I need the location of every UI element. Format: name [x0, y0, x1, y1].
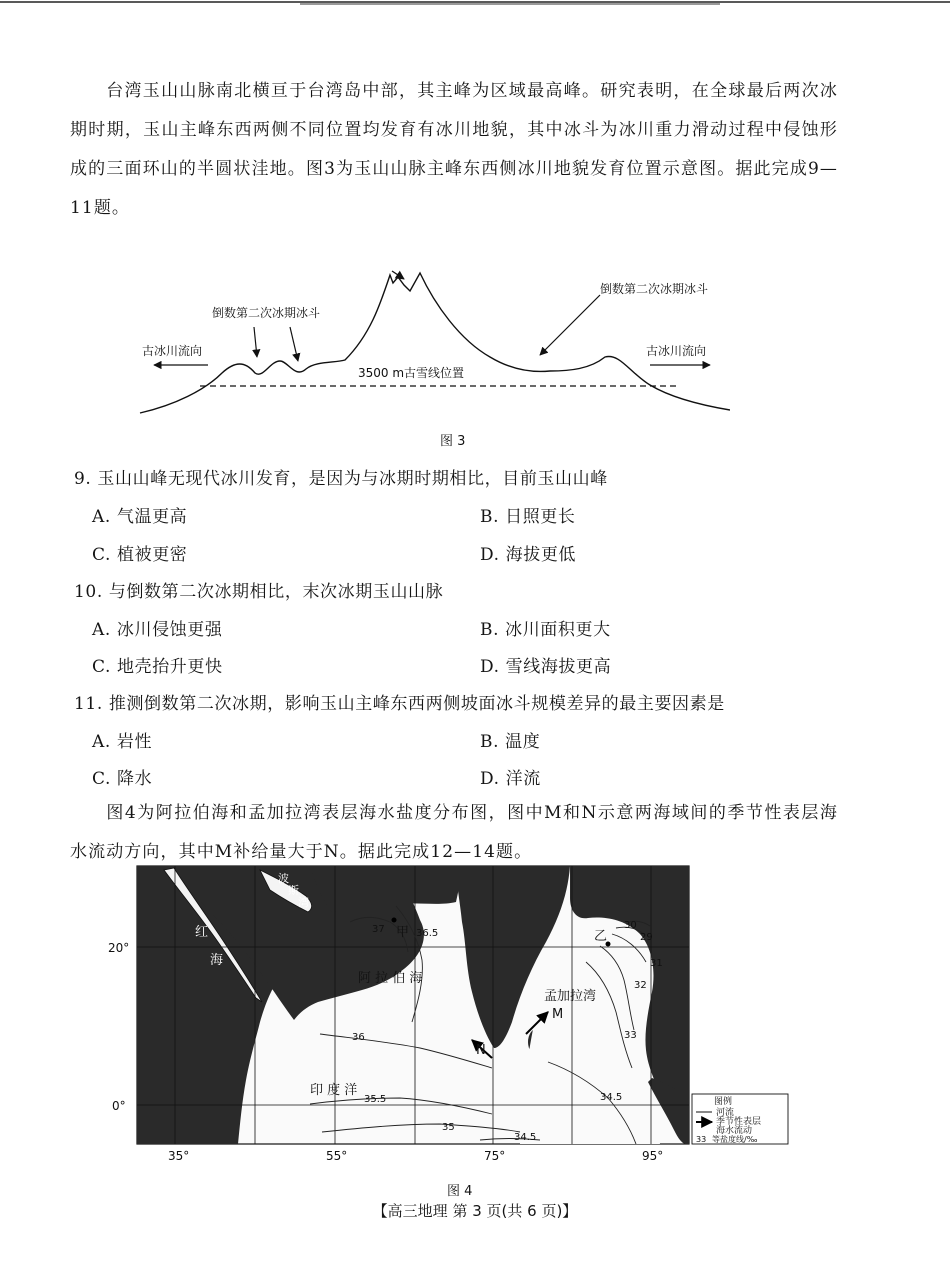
page-footer: 【高三地理 第 3 页(共 6 页)】: [372, 1202, 578, 1220]
label-red-sea-1: 红: [195, 925, 209, 940]
legend-river: 河流: [716, 1108, 735, 1118]
lat-label-20: 20°: [108, 941, 130, 955]
west-cirque-label: 倒数第二次冰期冰斗: [212, 306, 321, 320]
question-10-option-b: B. 冰川面积更大: [480, 620, 611, 640]
figure-3-glacier-profile: [130, 265, 730, 425]
question-9-option-d: D. 海拔更低: [480, 545, 577, 565]
legend-isohaline-label: 等盐度线/‰: [712, 1135, 758, 1144]
question-11-option-d: D. 洋流: [480, 769, 541, 789]
legend-isohaline-value: 33: [696, 1135, 707, 1144]
lon-label-95: 95°: [642, 1149, 664, 1163]
question-11-option-c: C. 降水: [92, 769, 153, 789]
intro-paragraph-text: 台湾玉山山脉南北横亘于台湾岛中部，其主峰为区域最高峰。研究表明，在全球最后两次冰期时期，玉山主峰东西两侧不同位置均发育有冰川地貌，其中冰斗为冰川重力滑动过程中侵蚀形成的三面环山的半圆状洼地。图3为玉山山脉主峰东西侧冰川地貌发育位置示意图。据此完成9—11题。: [70, 81, 838, 218]
legend-seasonal-flow-2: 海水流动: [716, 1126, 753, 1136]
label-bay-of-bengal: 孟加拉湾: [544, 989, 597, 1004]
question-9-option-b: B. 日照更长: [480, 507, 576, 527]
isohaline-label-34-5-south: 34.5: [514, 1132, 537, 1143]
question-11-option-b: B. 温度: [480, 732, 541, 752]
question-10-option-d: D. 雪线海拔更高: [480, 657, 612, 677]
lon-label-35: 35°: [168, 1149, 190, 1163]
top-border-line: [0, 0, 950, 6]
label-point-yi: 乙: [594, 929, 608, 944]
isohaline-label-36: 36: [352, 1032, 365, 1043]
label-persian-gulf-2: 斯: [288, 884, 299, 897]
isohaline-label-29: 29: [640, 932, 653, 943]
isohaline-label-34-5-east: 34.5: [600, 1092, 623, 1103]
label-persian-gulf-1: 波: [278, 872, 289, 885]
question-9-option-c: C. 植被更密: [92, 545, 188, 565]
isohaline-label-33: 33: [624, 1030, 637, 1041]
isohaline-label-35-5: 35.5: [364, 1094, 387, 1105]
question-9-option-a: A. 气温更高: [92, 507, 188, 527]
isohaline-label-37: 37: [372, 924, 385, 935]
figure-4-intro-paragraph: [70, 794, 838, 872]
question-11-option-a: A. 岩性: [92, 732, 153, 752]
isohaline-label-30: 30: [624, 920, 637, 931]
question-9-stem: 9. 玉山山峰无现代冰川发育，是因为与冰期时期相比，目前玉山山峰: [74, 469, 608, 489]
figure-4-salinity-map: [100, 862, 800, 1168]
west-cirque-arrow-2: [290, 327, 298, 361]
isohaline-label-35: 35: [442, 1122, 455, 1133]
legend-seasonal-flow-1: 季节性表层: [716, 1117, 762, 1127]
figure-3-caption: 图 3: [440, 434, 466, 449]
lat-label-0: 0°: [112, 1099, 126, 1113]
point-jia-marker: [392, 918, 397, 923]
legend-title: 图例: [714, 1097, 733, 1107]
lon-label-55: 55°: [326, 1149, 348, 1163]
figure-4-intro-text: 图4为阿拉伯海和孟加拉湾表层海水盐度分布图，图中M和N示意两海域间的季节性表层海水流动方向，其中M补给量大于N。据此完成12—14题。: [70, 803, 838, 862]
question-10-option-a: A. 冰川侵蚀更强: [92, 620, 223, 640]
label-point-jia: 甲: [396, 925, 410, 940]
label-persian-gulf-3: 湾: [298, 896, 309, 909]
isohaline-label-32: 32: [634, 980, 647, 991]
figure-4-caption: 图 4: [447, 1184, 473, 1199]
intro-paragraph: [70, 72, 838, 228]
label-m: M: [552, 1007, 564, 1022]
west-flow-label: 古冰川流向: [142, 344, 203, 358]
lon-label-75: 75°: [484, 1149, 506, 1163]
question-10-option-c: C. 地壳抬升更快: [92, 657, 223, 677]
label-arabian-sea: 阿 拉 伯 海: [358, 971, 423, 986]
isohaline-label-31: 31: [650, 958, 663, 969]
question-10-stem: 10. 与倒数第二次冰期相比，末次冰期玉山山脉: [74, 582, 444, 602]
isohaline-label-36-5: 36.5: [416, 928, 439, 939]
label-red-sea-2: 海: [210, 953, 224, 968]
east-cirque-label: 倒数第二次冰期冰斗: [600, 282, 709, 296]
label-indian-ocean: 印 度 洋: [310, 1083, 358, 1098]
east-flow-label: 古冰川流向: [646, 344, 707, 358]
question-11-stem: 11. 推测倒数第二次冰期，影响玉山主峰东西两侧坡面冰斗规模差异的最主要因素是: [74, 694, 725, 714]
snowline-label: 3500 m古雪线位置: [358, 366, 465, 380]
west-cirque-arrow-1: [254, 327, 257, 357]
label-n: N: [476, 1043, 486, 1058]
map-legend: [692, 1094, 788, 1144]
east-cirque-arrow: [540, 295, 600, 355]
